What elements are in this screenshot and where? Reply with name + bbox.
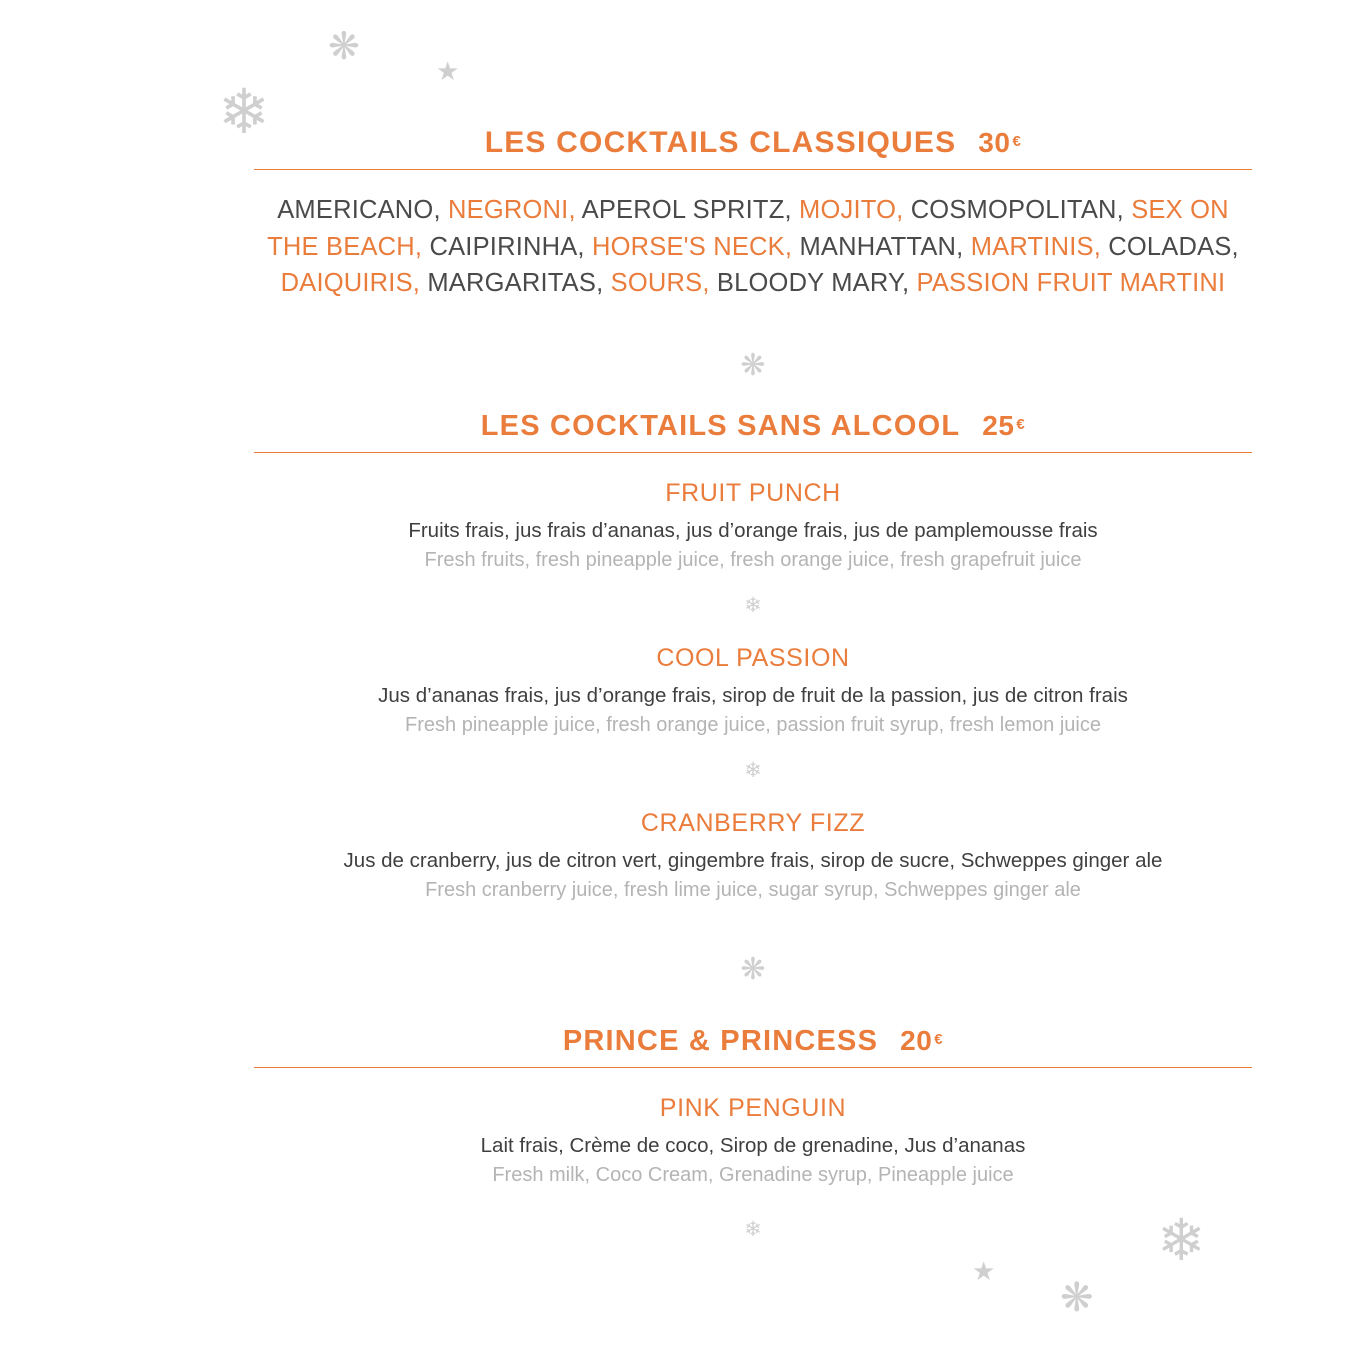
drink-description-fr: Lait frais, Crème de coco, Sirop de grenadine, Jus d’ananas xyxy=(480,1134,1026,1157)
flower-flake-icon: ❋ xyxy=(1060,1276,1094,1320)
drink-name: CRANBERRY FIZZ xyxy=(640,809,866,837)
star-icon: ★ xyxy=(972,1256,996,1286)
section-sans-alcool-price: 25 xyxy=(982,410,1015,441)
cocktail-name-accent: SEX ON xyxy=(1131,196,1229,224)
drink-name: PINK PENGUIN xyxy=(659,1094,847,1122)
drink-description-fr: Jus d’ananas frais, jus d’orange frais, sirop de fruit de la passion, jus de citron frais xyxy=(378,684,1128,707)
item-ornament-divider xyxy=(254,758,1252,783)
snowflake-icon: ❄ xyxy=(744,759,762,782)
drink-description-fr: Jus de cranberry, jus de citron vert, gingembre frais, sirop de sucre, Schweppes ginger ale xyxy=(343,849,1163,872)
flower-flake-icon: ❋ xyxy=(740,349,766,383)
section-classiques-title: LES COCKTAILS CLASSIQUES xyxy=(484,126,957,159)
classiques-line xyxy=(254,265,1252,302)
section-sans-alcool xyxy=(254,410,1252,987)
section-divider-rule xyxy=(254,1067,1252,1068)
classiques-line xyxy=(254,229,1252,266)
section-classiques-header xyxy=(254,126,1252,160)
flower-flake-icon: ❋ xyxy=(328,26,360,68)
drink-item xyxy=(254,809,1252,902)
classiques-line xyxy=(254,192,1252,229)
cocktail-name: BLOODY MARY, xyxy=(709,269,917,298)
cocktail-name: APEROL SPRITZ, xyxy=(575,196,800,224)
cocktail-name-accent: THE BEACH, xyxy=(267,232,423,261)
cocktail-name-accent: PASSION FRUIT MARTINI xyxy=(916,269,1226,298)
section-ornament-divider xyxy=(254,952,1252,987)
cocktail-name-accent: HORSE'S NECK, xyxy=(591,232,793,261)
section-sans-alcool-header xyxy=(254,410,1252,443)
snowflake-icon: ❄ xyxy=(744,1218,762,1241)
section-divider-rule xyxy=(254,452,1252,453)
cocktail-name-accent: NEGRONI, xyxy=(448,196,576,224)
drink-item xyxy=(254,479,1252,572)
item-ornament-divider xyxy=(254,1217,1252,1242)
drink-name: COOL PASSION xyxy=(656,644,850,672)
classiques-cocktail-list xyxy=(254,192,1252,302)
section-ornament-divider xyxy=(254,348,1252,383)
drink-name: FRUIT PUNCH xyxy=(665,479,841,507)
drink-description-en: Fresh cranberry juice, fresh lime juice, sugar syrup, Schweppes ginger ale xyxy=(425,879,1081,901)
currency-symbol: € xyxy=(1016,415,1026,433)
section-classiques xyxy=(254,126,1252,383)
cocktail-name-accent: SOURS, xyxy=(610,269,710,298)
drink-description-en: Fresh milk, Coco Cream, Grenadine syrup, Pineapple juice xyxy=(492,1164,1014,1186)
cocktail-name-accent: DAIQUIRIS, xyxy=(280,269,421,298)
section-prince-princess-title: PRINCE & PRINCESS xyxy=(562,1025,879,1057)
section-prince-princess xyxy=(254,1025,1252,1242)
section-prince-princess-price: 20 xyxy=(900,1025,933,1056)
snowflake-icon: ❄ xyxy=(1157,1208,1206,1273)
cocktail-name: COSMOPOLITAN, xyxy=(903,196,1132,224)
currency-symbol: € xyxy=(1012,132,1022,150)
flower-flake-icon: ❋ xyxy=(740,953,766,986)
drink-item xyxy=(254,1094,1252,1187)
currency-symbol: € xyxy=(934,1030,944,1048)
section-classiques-price: 30 xyxy=(978,127,1011,158)
cocktail-name: AMERICANO, xyxy=(277,196,449,224)
star-icon: ★ xyxy=(436,56,460,86)
snowflake-icon: ❄ xyxy=(744,594,762,617)
snowflake-icon: ❄ xyxy=(218,78,270,147)
cocktail-name-accent: MARTINIS, xyxy=(970,232,1101,261)
drink-description-en: Fresh fruits, fresh pineapple juice, fresh orange juice, fresh grapefruit juice xyxy=(424,549,1082,571)
drink-item xyxy=(254,644,1252,737)
cocktail-name-accent: MOJITO, xyxy=(799,196,904,224)
cocktail-name: COLADAS, xyxy=(1100,232,1239,261)
cocktail-name: CAIPIRINHA, xyxy=(422,232,592,261)
cocktail-name: MANHATTAN, xyxy=(792,232,971,261)
drink-description-en: Fresh pineapple juice, fresh orange juice, passion fruit syrup, fresh lemon juice xyxy=(405,714,1101,736)
drink-description-fr: Fruits frais, jus frais d’ananas, jus d’orange frais, jus de pamplemousse frais xyxy=(408,519,1098,542)
item-ornament-divider xyxy=(254,593,1252,618)
section-sans-alcool-title: LES COCKTAILS SANS ALCOOL xyxy=(480,410,961,442)
cocktail-name: MARGARITAS, xyxy=(420,269,611,298)
section-prince-princess-header xyxy=(254,1025,1252,1058)
section-divider-rule xyxy=(254,169,1252,170)
